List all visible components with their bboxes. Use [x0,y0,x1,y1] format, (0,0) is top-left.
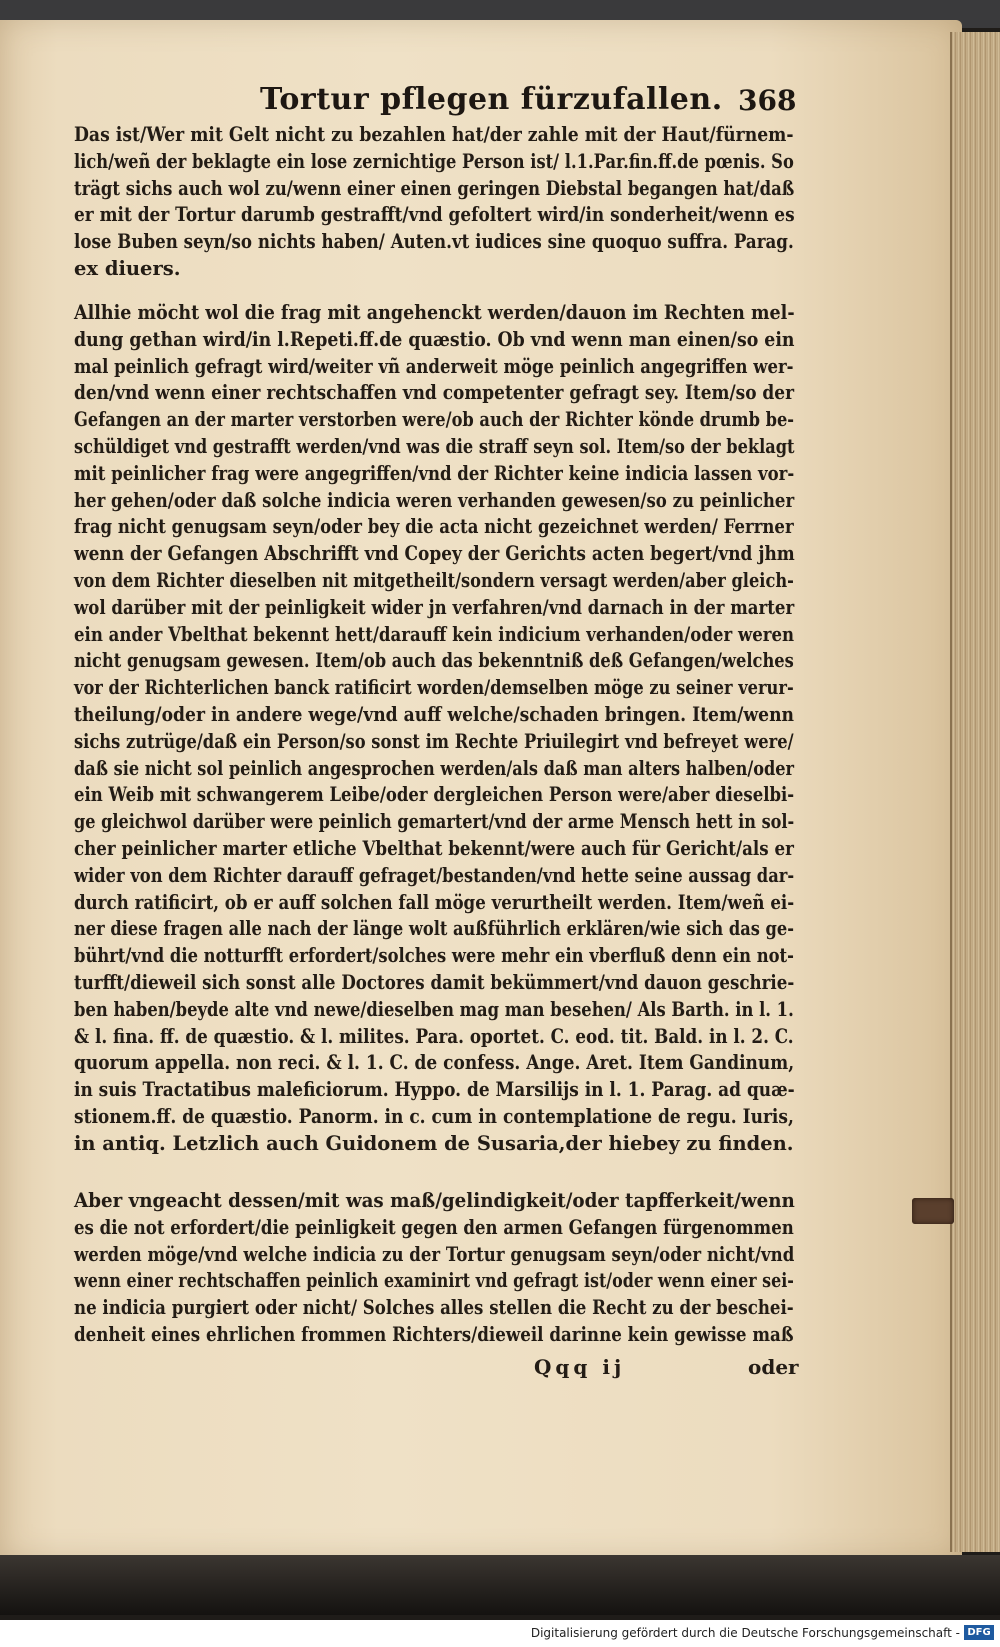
paragraph [74,122,794,283]
bottom-shadow [0,1555,1000,1615]
text-line: frag nicht genugsam seyn/oder bey die acta nicht gezeichnet werden/ Ferrner [74,515,794,539]
text-line: es die not erfordert/die peinligkeit gegen den armen Gefangen fürgenommen [74,1215,794,1239]
text-line: ex diuers. [74,256,181,280]
text-line: wenn einer rechtschaffen peinlich examinirt vnd gefragt ist/oder wenn einer sei- [74,1269,794,1293]
text-line: den/vnd wenn einer rechtschaffen vnd competenter gefragt sey. Item/so der [74,381,795,405]
text-line: ne indicia purgiert oder nicht/ Solches alles stellen die Recht zu der beschei- [74,1296,794,1320]
text-line: mal peinlich gefragt wird/weiter vñ anderweit möge peinlich angegriffen wer- [74,354,794,378]
text-line: in suis Tractatibus maleficiorum. Hyppo. de Marsilijs in l. 1. Parag. ad quæ- [74,1078,795,1102]
text-line: nicht genugsam gewesen. Item/ob auch das bekenntniß deß Gefangen/welches [74,649,794,673]
text-line: schüldiget vnd gestrafft werden/vnd was die straff seyn sol. Item/so der beklagt [74,434,795,458]
text-line: ben haben/beyde alte vnd newe/dieselben mag man besehen/ Als Barth. in l. 1. [74,997,794,1021]
text-line: theilung/oder in andere wege/vnd auff welche/schaden bringen. Item/wenn [74,702,795,726]
text-line: trägt sichs auch wol zu/wenn einer einen geringen Diebstal begangen hat/daß [74,176,795,200]
text-line: lich/weñ der beklagte ein lose zernichtige Person ist/ l.1.Par.fin.ff.de pœnis. So [74,149,794,173]
text-line: quorum appella. non reci. & l. 1. C. de confess. Ange. Aret. Item Gandinum, [74,1051,795,1075]
text-line: bührt/vnd die notturfft erfordert/solches were mehr ein vberfluß denn ein not- [74,944,794,968]
text-line: Das ist/Wer mit Gelt nicht zu bezahlen hat/der zahle mit der Haut/fürnem- [74,123,794,146]
page-edges [950,32,1000,1552]
text-line: werden möge/vnd welche indicia zu der Tortur genugsam seyn/oder nicht/vnd [74,1242,795,1266]
text-line: sichs zutrüge/daß ein Person/so sonst im Rechte Priuilegirt vnd befreyet were/ [74,729,794,753]
text-line: er mit der Tortur darumb gestrafft/vnd gefoltert wird/in sonderheit/wenn es [74,203,795,227]
text-line: wenn der Gefangen Abschrifft vnd Copey der Gerichts acten begert/vnd jhm [74,542,795,566]
text-line: ge gleichwol darüber were peinlich gemartert/vnd der arme Mensch hett in sol- [74,810,795,834]
text-line: ein ander Vbelthat bekennt hett/darauff kein indicium verhanden/oder weren [74,622,795,646]
signature-mark: Qqq ij [534,1355,626,1379]
bookmark-tab [912,1198,954,1224]
text-line: denheit eines ehrlichen frommen Richters/dieweil darinne kein gewisse maß [74,1322,794,1346]
text-line: turfft/dieweil sich sonst alle Doctores damit bekümmert/vnd dauon geschrie- [74,970,795,994]
text-line: mit peinlicher frag were angegriffen/vnd der Richter keine indicia lassen vor- [74,461,795,485]
text-line: dung gethan wird/in l.Repeti.ff.de quæstio. Ob vnd wenn man einen/so ein [74,327,795,351]
text-line: in antiq. Letzlich auch Guidonem de Susaria,der hiebey zu finden. [74,1131,794,1155]
text-line: ein Weib mit schwangerem Leibe/oder dergleichen Person were/aber dieselbi- [74,783,795,807]
page-number: 368 [738,84,797,117]
footer-credit: Digitalisierung gefördert durch die Deutsche Forschungsgemeinschaft - [530,1626,960,1640]
text-line: lose Buben seyn/so nichts haben/ Auten.vt iudices sine quoquo suffra. Parag. [74,230,794,254]
text-line: Allhie möcht wol die frag mit angehenckt werden/dauon im Rechten mel- [74,301,795,324]
paragraph [74,300,794,1158]
catchword: oder [748,1355,799,1379]
text-line: durch ratificirt, ob er auff solchen fall möge verurtheilt werden. Item/weñ ei- [74,890,795,914]
text-line: daß sie nicht sol peinlich angesprochen werden/als daß man alters halben/oder [74,756,795,780]
text-line: stionem.ff. de quæstio. Panorm. in c. cum in contemplatione de regu. Iuris, [74,1104,794,1128]
text-line: ner diese fragen alle nach der länge wolt außführlich erklären/wie sich das ge- [74,917,794,941]
text-line: & l. fina. ff. de quæstio. & l. milites. Para. oportet. C. eod. tit. Bald. in l. 2. C. [74,1024,794,1048]
text-line: Gefangen an der marter verstorben were/ob auch der Richter könde drumb be- [74,408,795,432]
text-line: wider von dem Richter darauff gefraget/bestanden/vnd hette seine aussag dar- [74,863,795,887]
paragraph [74,1188,794,1349]
running-head: Tortur pflegen fürzufallen. [260,82,723,117]
text-line: Aber vngeacht dessen/mit was maß/gelindigkeit/oder tapfferkeit/wenn [74,1189,795,1212]
text-line: her gehen/oder daß solche indicia weren verhanden gewesen/so zu peinlicher [74,488,795,512]
text-line: cher peinlicher marter etliche Vbelthat bekennt/were auch für Gericht/als er [74,836,794,860]
text-line: vor der Richterlichen banck ratificirt worden/demselben möge zu seiner verur- [74,676,794,700]
text-line: von dem Richter dieselben nit mitgetheilt/sondern versagt werden/aber gleich- [74,568,794,592]
dfg-logo: DFG [964,1625,994,1640]
text-line: wol darüber mit der peinligkeit wider jn verfahren/vnd darnach in der marter [74,595,795,619]
